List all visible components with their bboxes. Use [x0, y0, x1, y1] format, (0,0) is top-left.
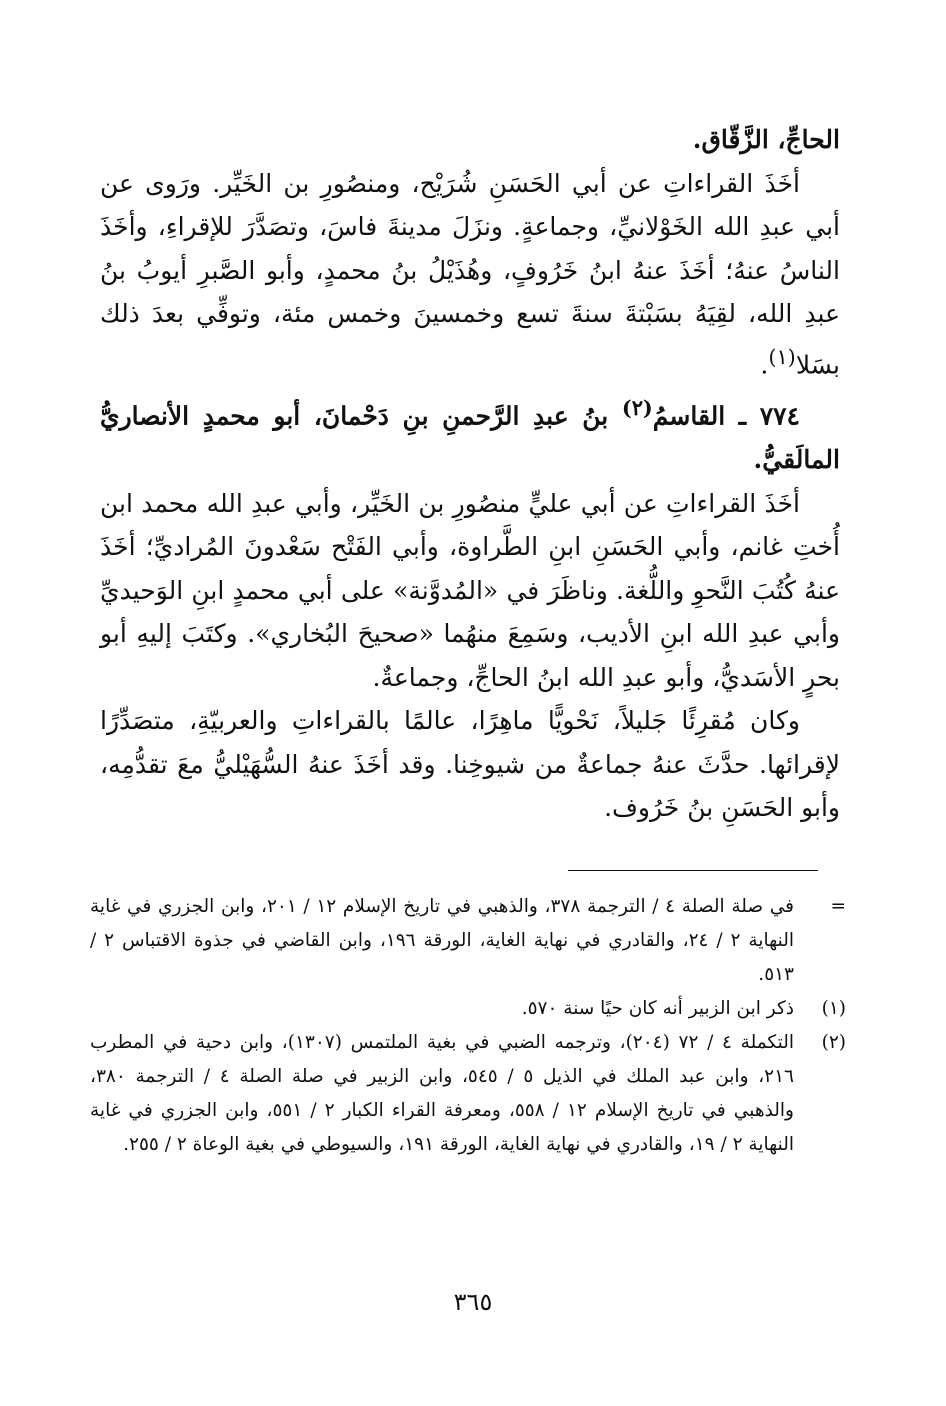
footnote-separator	[568, 870, 818, 871]
footnote-marker: =	[830, 896, 846, 917]
footnote-text: في صلة الصلة ٤ / الترجمة ٣٧٨، والذهبي في تاريخ الإسلام ١٢ / ٢٠١، وابن الجزري في غاية النهاية ٢ / ٢٤، والقادري في نهاية الغاية، الورقة ١٩٦، وابن القاضي في جذوة الاقتباس ٢ / ٥١٣.	[90, 896, 794, 985]
footnote-2	[90, 1026, 846, 1162]
footnote-marker: (٢)	[821, 1032, 846, 1053]
paragraph-1-end: .	[760, 349, 769, 379]
footnote-ref-2[interactable]: (٢)	[621, 395, 653, 421]
footnote-text: التكملة ٤ / ٧٢ (٢٠٤)، وترجمه الضبي في بغية الملتمس (١٣٠٧)، وابن دحية في المطرب ٢١٦، وابن عبد الملك في الذيل ٥ / ٥٤٥، وابن الزبير في صلة الصلة ٤ / الترجمة ٣٨٠، والذهبي في تاريخ الإسلام ١٢ / ٥٥٨، ومعرفة القراء الكبار ٢ / ٥٥١، وابن الجزري في غاية النهاية ٢ / ١٩، والقادري في نهاية الغاية، الورقة ١٩١، والسيوطي في بغية الوعاة ٢ / ٢٥٥.	[90, 1032, 794, 1155]
footnote-continued	[90, 890, 846, 992]
footnote-text: ذكر ابن الزبير أنه كان حيًا سنة ٥٧٠.	[521, 998, 794, 1019]
footnotes	[90, 890, 846, 1162]
paragraph-1	[100, 162, 840, 387]
paragraph-2: أخَذَ القراءاتِ عن أبي عليٍّ منصُورِ بن الخَيِّر، وأبي عبدِ الله محمد ابن أُختِ غانم، وأبي الحَسَنِ ابنِ الطَّراوة، وأبي الفَتْح سَعْدونَ المُراديِّ؛ أخَذَ عنهُ كُتُبَ النَّحوِ واللُّغة. وناظَرَ في «المُدوَّنة» على أبي محمدٍ ابنِ الوَحيديِّ وأبي عبدِ الله ابنِ الأديب، وسَمِعَ منهُما «صحيحَ البُخاري». وكتَبَ إليهِ أبو بحرٍ الأسَديُّ، وأبو عبدِ الله ابنُ الحاجِّ، وجماعةٌ.	[100, 488, 840, 692]
entry-number-name: ٧٧٤ ـ القاسمُ	[652, 401, 800, 431]
page-number: ٣٦٥	[453, 1288, 493, 1316]
entry-continuation: الحاجِّ، الزَّقّاق.	[692, 125, 840, 154]
entry-heading-774	[100, 386, 840, 481]
main-text	[100, 118, 840, 830]
entry-name-rest: بنُ عبدِ الرَّحمنِ بنِ دَحْمانَ، أبو محمدٍ الأنصاريُّ المالَقيُّ.	[100, 401, 840, 475]
footnote-marker: (١)	[821, 998, 846, 1019]
paragraph-1-text: أخَذَ القراءاتِ عن أبي الحَسَنِ شُرَيْح، ومنصُورِ بن الخَيِّر. ورَوى عن أبي عبدِ الله الخَوْلانيِّ، وجماعةٍ. ونزَلَ مدينةَ فاسَ، وتصَدَّرَ للإقراءِ، وأخَذَ الناسُ عنهُ؛ أخَذَ عنهُ ابنُ خَرُوفٍ، وهُذَيْلُ بنُ محمدٍ، وأبو الصَّبرِ أيوبُ بنُ عبدِ الله، لقِيَهُ بسَبْتةَ سنةَ تسع وخمسينَ وخمس مئة، وتوفِّي بعدَ ذلك بسَلا	[100, 168, 840, 379]
footnote-1	[90, 992, 846, 1026]
paragraph-3: وكان مُقرِئًا جَليلاً، نَحْويًّا ماهِرًا، عالمًا بالقراءاتِ والعربيّةِ، متصَدِّرًا لإقرائها. حدَّثَ عنهُ جماعةٌ من شيوخِنا. وقد أخَذَ عنهُ السُّهَيْليُّ معَ تقدُّمِه، وأبو الحَسَنِ بنُ خَرُوف.	[100, 706, 840, 823]
footnote-ref-1[interactable]: (١)	[768, 344, 796, 369]
